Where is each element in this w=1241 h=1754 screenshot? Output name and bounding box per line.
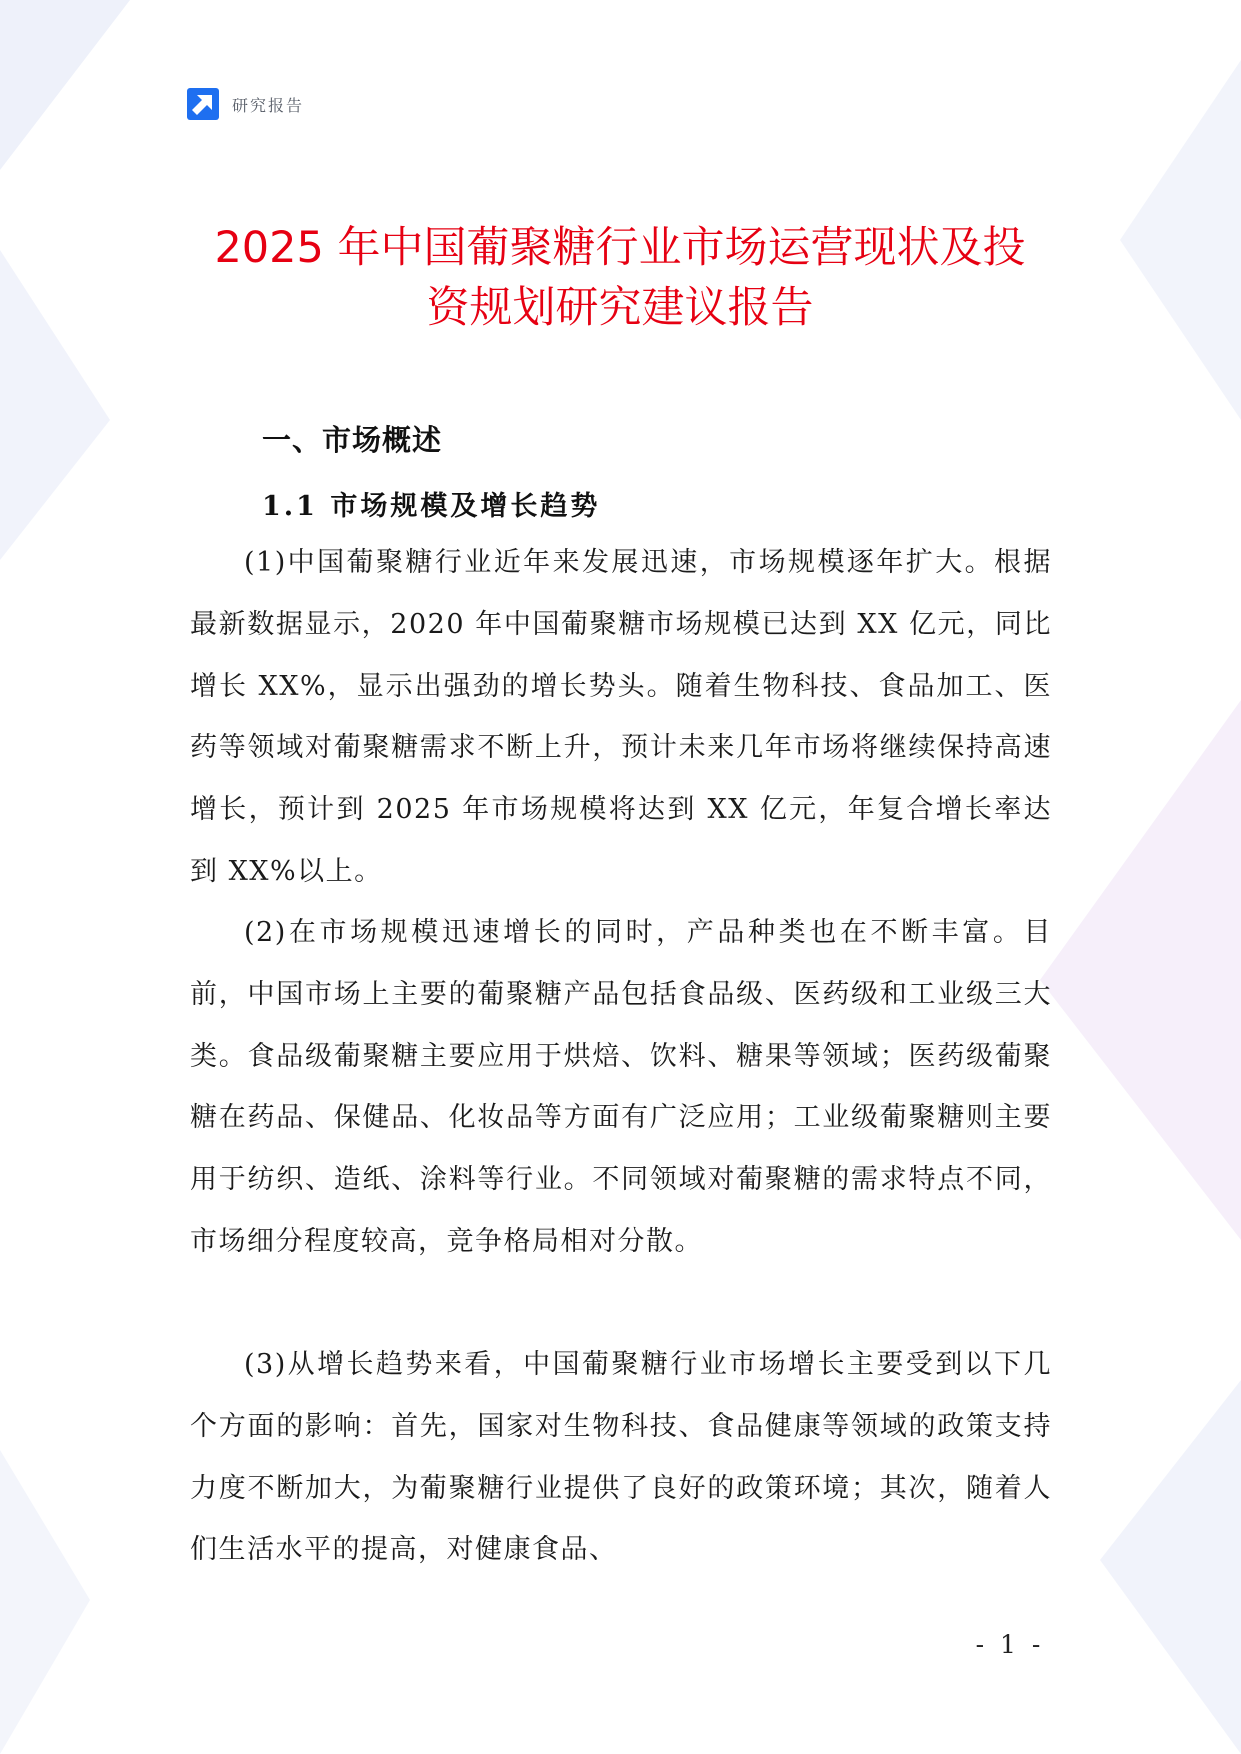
header-label: 研究报告: [232, 95, 305, 115]
report-header: [186, 87, 304, 121]
section-heading: 一、市场概述: [262, 423, 443, 457]
title-line-1: 2025 年中国葡聚糖行业市场运营现状及投: [214, 223, 1026, 273]
page-number: - 1 -: [975, 1630, 1045, 1659]
subsection-heading: 1.1 市场规模及增长趋势: [262, 491, 601, 522]
arrow-up-right-icon: [186, 87, 220, 121]
paragraph-1: (1)中国葡聚糖行业近年来发展迅速，市场规模逐年扩大。根据最新数据显示，2020 年中国葡聚糖市场规模已达到 XX 亿元，同比增长 XX%，显示出强劲的增长势头。随着生物科技、食品加工、医药等领域对葡聚糖需求不断上升，预计未来几年市场将继续保持高速增长，预计到 2025 年市场规模将达到 XX 亿元，年复合增长率达到 XX%以上。: [190, 547, 1052, 887]
paragraph-3: (3)从增长趋势来看，中国葡聚糖行业市场增长主要受到以下几个方面的影响：首先，国家对生物科技、食品健康等领域的政策支持力度不断加大，为葡聚糖行业提供了良好的政策环境；其次，随着人们生活水平的提高，对健康食品、: [190, 1349, 1052, 1566]
title-line-2: 资规划研究建议报告: [426, 283, 814, 333]
report-title: [150, 218, 1090, 338]
paragraph-2: (2)在市场规模迅速增长的同时，产品种类也在不断丰富。目前，中国市场上主要的葡聚糖产品包括食品级、医药级和工业级三大类。食品级葡聚糖主要应用于烘焙、饮料、糖果等领域；医药级葡聚糖在药品、保健品、化妆品等方面有广泛应用；工业级葡聚糖则主要用于纺织、造纸、涂料等行业。不同领域对葡聚糖的需求特点不同，市场细分程度较高，竞争格局相对分散。: [190, 917, 1052, 1257]
